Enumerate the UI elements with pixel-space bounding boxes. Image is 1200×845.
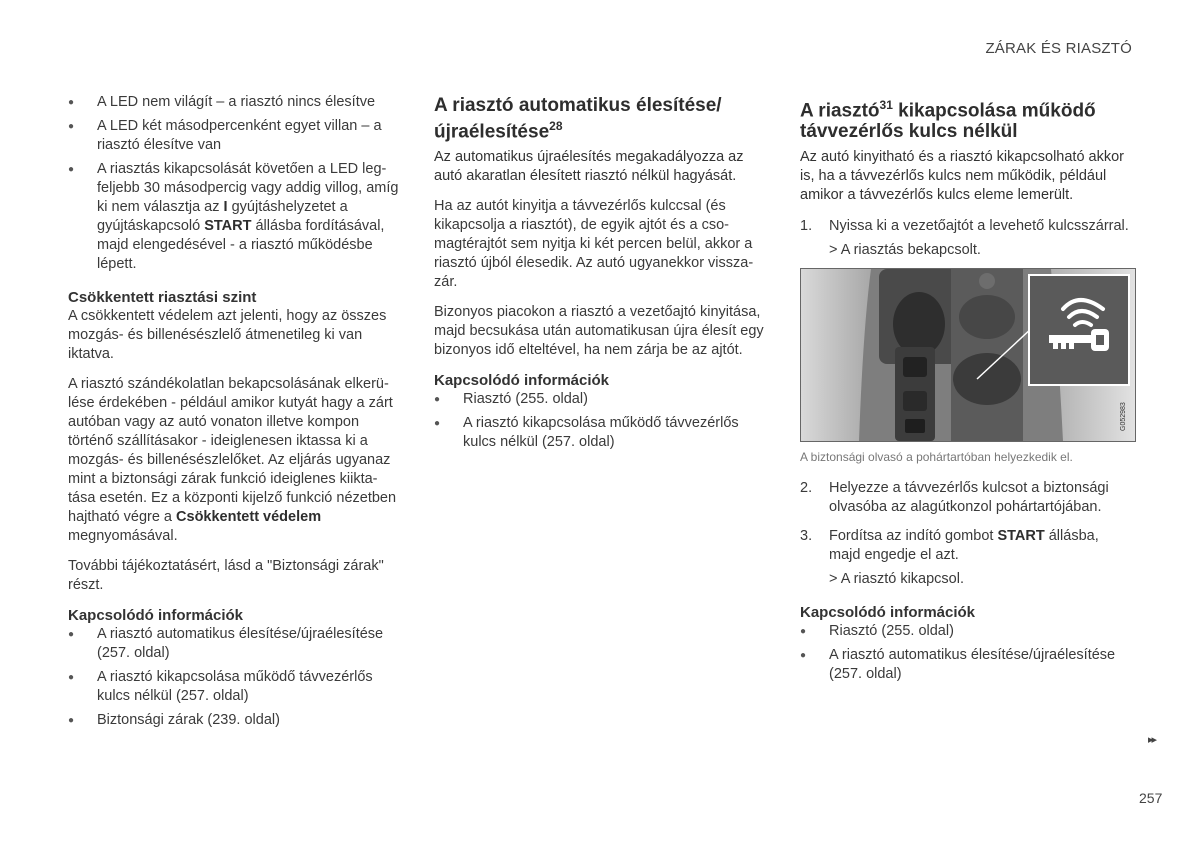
console-illustration: [801, 269, 1135, 441]
related-info-list: [434, 390, 766, 452]
procedure-steps-continued: [800, 479, 1132, 589]
page-number: 257: [1139, 790, 1163, 806]
related-info-heading: Kapcsolódó információk: [68, 607, 244, 624]
related-link[interactable]: ● Riasztó (255. oldal): [800, 622, 1132, 641]
procedure-steps: [800, 217, 1132, 260]
column-2: [434, 93, 766, 466]
related-link[interactable]: ● A riasztó automatikus élesítése/újraélesítése (257. oldal): [68, 625, 400, 663]
related-link[interactable]: ● A riasztó kikapcsolása működő távvezérlős kulcs nélkül (257. oldal): [434, 414, 766, 452]
step-number: 3.: [800, 528, 813, 545]
reduced-level-heading: Csökkentett riasztási szint: [68, 289, 257, 306]
paragraph: Ha az autót kinyitja a távvezérlős kulccsal (és kikapcsolja a riasztót), de egyik ajtót és a csomagtérajtót sem nyitja ki két percen belül, akkor a riasztó újból élesedik. Az autó ugyanekkor visszazár.: [434, 198, 754, 291]
figure-code: G052983: [1120, 402, 1127, 432]
related-info-list: [800, 622, 1132, 684]
related-link[interactable]: ● A riasztó kikapcsolása működő távvezérlős kulcs nélkül (257. oldal): [68, 668, 400, 706]
intro-paragraph: Az autó kinyitható és a riasztó kikapcsolható akkor is, ha a távvezérlős kulcs nem működik, például amikor a távvezérlős kulcs eleme lemerült.: [800, 149, 1124, 204]
related-link[interactable]: ● Biztonsági zárak (239. oldal): [68, 711, 400, 730]
list-item: ● A LED nem világít – a riasztó nincs élesítve: [68, 93, 400, 112]
step-2: 2. Helyezze a távvezérlős kulcsot a biztonsági olvasóba az alagútkonzol pohártartójában.: [800, 480, 1109, 516]
list-item: ● A riasztás kikapcsolását követően a LED legfeljebb 30 másodpercig vagy addig villog, amíg ki nem választja az I gyújtáshelyzetet a gyújtáskapcsoló START állásba fordításával, majd elengedésével - a riasztó működésbe lépett.: [68, 160, 400, 274]
step-number: 1.: [800, 218, 813, 235]
column-3: [800, 93, 1132, 698]
related-link[interactable]: ● Riasztó (255. oldal): [434, 390, 766, 409]
section-title: A riasztó automatikus élesítése/ újraélesítése$^{28}$: [434, 95, 722, 143]
security-reader-image: [800, 268, 1136, 442]
related-link[interactable]: ● A riasztó automatikus élesítése/újraélesítése (257. oldal): [800, 646, 1132, 684]
led-status-list: [68, 93, 400, 274]
footnote-ref: 31: [879, 98, 893, 112]
paragraph: A riasztó szándékolatlan bekapcsolásának elkerülése érdekében - például amikor kutyát hagy a zárt autóban vagy az autó vonaton illetve kompon történő szállításakor - ideiglenesen iktassa ki a mozgás- és billenésészlelőket. Az eljárás ugyanaz mint a biztonsági zárak funkció ideiglenes kiiktatása esetén. Ez a központi kijelző funkció nézetben hajtható végre a Csökkentett védelem megnyomásával.: [68, 376, 397, 544]
related-info-heading: Kapcsolódó információk: [800, 604, 976, 622]
intro-paragraph: Az automatikus újraélesítés megakadályozza az autó akaratlan élesített riasztó nélkül hagyását.: [434, 149, 744, 185]
column-1: [68, 93, 400, 744]
continue-arrows-icon: ▸▸: [1148, 734, 1156, 746]
figure-caption: A biztonsági olvasó a pohártartóban helyezkedik el.: [800, 450, 1073, 465]
running-header: ZÁRAK ÉS RIASZTÓ: [985, 40, 1132, 57]
step-result: > A riasztó kikapcsol.: [829, 571, 964, 588]
paragraph: További tájékoztatásért, lásd a "Biztonsági zárak" részt.: [68, 558, 384, 593]
footnote-ref: 28: [549, 119, 563, 133]
step-result: > A riasztás bekapcsolt.: [829, 242, 981, 259]
list-item: ● A LED két másodpercenként egyet villan – a riasztó élesítve van: [68, 117, 400, 155]
related-info-list: [68, 625, 400, 730]
step-3: 3. Fordítsa az indító gombot START állásba, majd engedje el azt. > A riasztó kikapcsol.: [800, 527, 1132, 589]
section-title: A riasztó$^{31}$ kikapcsolása működő távvezérlős kulcs nélkül: [800, 98, 1096, 143]
related-info-heading: Kapcsolódó információk: [434, 372, 610, 390]
step-1: 1. Nyissa ki a vezetőajtót a levehető kulcsszárral. > A riasztás bekapcsolt.: [800, 217, 1132, 260]
step-number: 2.: [800, 480, 813, 497]
paragraph: A csökkentett védelem azt jelenti, hogy az összes mozgás- és billenésészlelő átmenetileg ki van iktatva.: [68, 308, 387, 362]
paragraph: Bizonyos piacokon a riasztó a vezetőajtó kinyitása, majd becsukása után automatikusan újra élesít egy bizonyos idő elteltével, ha nem zárja be az ajtót.: [434, 304, 764, 359]
